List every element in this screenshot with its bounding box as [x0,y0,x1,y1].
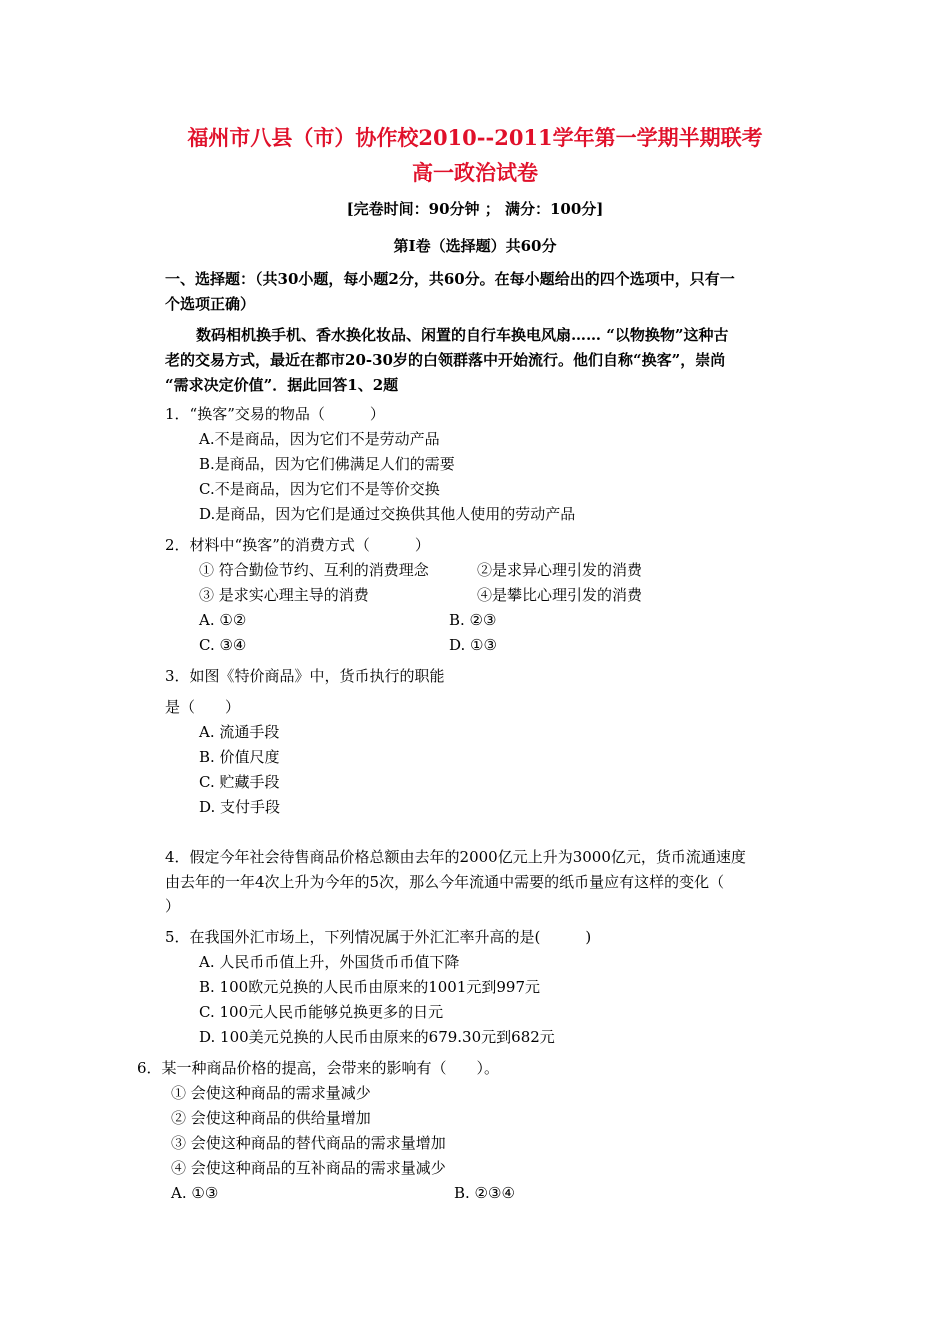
question-6-statement-4: ④ 会使这种商品的互补商品的需求量减少 [171,1159,446,1177]
question-2-option-d: D. ①③ [449,636,497,654]
question-1-stem: 1．“换客”交易的物品（ ） [165,405,385,423]
passage-line-3: “需求决定价值”．据此回答1、2题 [165,376,399,394]
question-2-statement-2: ②是求异心理引发的消费 [477,561,643,579]
question-3-option-a: A. 流通手段 [199,723,280,741]
question-6-statement-3: ③ 会使这种商品的替代商品的需求量增加 [171,1134,446,1152]
question-3-option-b: B. 价值尺度 [199,748,280,766]
question-5-option-d: D. 100美元兑换的人民币由原来的679.30元到682元 [199,1028,555,1046]
question-6-statement-2: ② 会使这种商品的供给量增加 [171,1109,371,1127]
instructions-line-1: 一、选择题：（共30小题，每小题2分，共60分。在每小题给出的四个选项中，只有一 [165,270,735,288]
question-4-line-2: 由去年的一年4次上升为今年的5次，那么今年流通中需要的纸币量应有这样的变化（ [165,873,725,891]
passage-line-1: 数码相机换手机、香水换化妆品、闲置的自行车换电风扇…… “以物换物”这种古 [196,326,729,344]
question-1-option-c: C.不是商品，因为它们不是等价交换 [199,480,440,498]
question-3-option-d: D. 支付手段 [199,798,281,816]
question-1-option-b: B.是商品，因为它们佛满足人们的需要 [199,455,455,473]
question-2-option-b: B. ②③ [449,611,497,629]
question-6-statement-1: ① 会使这种商品的需求量减少 [171,1084,371,1102]
question-5-option-a: A. 人民币币值上升，外国货币币值下降 [199,953,460,971]
question-3-option-c: C. 贮藏手段 [199,773,280,791]
passage-line-2: 老的交易方式，最近在都市20-30岁的白领群落中开始流行。他们自称“换客”，崇尚 [165,351,726,369]
question-5-stem: 5．在我国外汇市场上，下列情况属于外汇汇率升高的是( ) [165,928,592,946]
question-2-statement-4: ④是攀比心理引发的消费 [477,586,643,604]
question-6-option-b: B. ②③④ [454,1184,515,1202]
exam-title: 福州市八县（市）协作校2010--2011学年第一学期半期联考 [187,125,763,150]
question-1-option-a: A.不是商品，因为它们不是劳动产品 [199,430,440,448]
instructions-line-2: 个选项正确） [165,295,256,313]
section-heading: 第Ⅰ卷（选择题）共60分 [393,237,557,255]
question-5-option-b: B. 100欧元兑换的人民币由原来的1001元到997元 [199,978,540,996]
question-3-stem-line-1: 3．如图《特价商品》中，货币执行的职能 [165,667,445,685]
question-2-statement-3: ③ 是求实心理主导的消费 [199,586,369,604]
question-2-stem: 2．材料中“换客”的消费方式（ ） [165,536,430,554]
question-2-option-c: C. ③④ [199,636,247,654]
exam-meta: [完卷时间：90分钟 ； 满分：100分] [346,200,604,218]
question-6-stem: 6．某一种商品价格的提高，会带来的影响有（ ）。 [137,1059,500,1077]
question-4-line-3: ） [165,897,181,915]
question-6-option-a: A. ①③ [171,1184,219,1202]
question-3-stem-line-2: 是（ ） [165,698,241,716]
question-5-option-c: C. 100元人民币能够兑换更多的日元 [199,1003,444,1021]
question-1-option-d: D.是商品，因为它们是通过交换供其他人使用的劳动产品 [199,505,576,523]
question-2-option-a: A. ①② [199,611,247,629]
question-4-line-1: 4．假定今年社会待售商品价格总额由去年的2000亿元上升为3000亿元，货币流通速度 [165,848,746,866]
exam-subtitle: 高一政治试卷 [412,160,538,185]
question-2-statement-1: ① 符合勤俭节约、互利的消费理念 [199,561,429,579]
